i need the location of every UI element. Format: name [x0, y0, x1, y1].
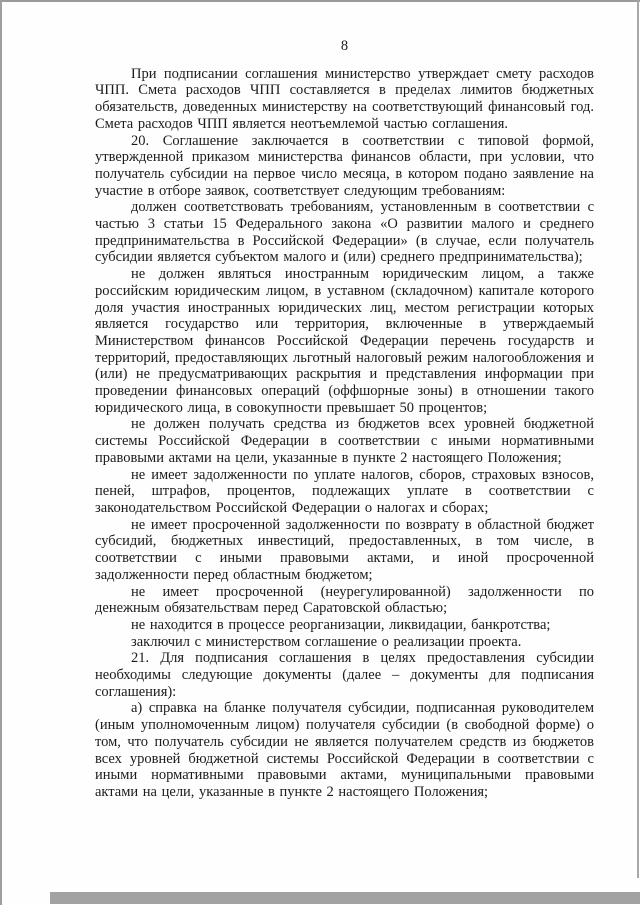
clause-21-intro: 21. Для подписания соглашения в целях предоставления субсидии необходимы следующие документы (далее – документы для подписания соглашения): [95, 650, 594, 700]
requirement-no-tax-debt: не имеет задолженности по уплате налогов, сборов, страховых взносов, пеней, штрафов, процентов, подлежащих уплате в соответствии с законодательством Российской Федерации о налогах и сборах; [95, 466, 594, 516]
paragraph-smeta-raskhodov: При подписании соглашения министерство утверждает смету расходов ЧПП. Смета расходов ЧПП составляется в пределах лимитов бюджетных обязательств, доведенных министерству на соответствующий финансовый год. Смета расходов ЧПП является неотъемлемой частью соглашения. [95, 65, 594, 132]
document-body [95, 38, 594, 801]
page-number: 8 [340, 38, 349, 54]
requirement-no-unsettled-debt: не имеет просроченной (неурегулированной) задолженности по денежным обязательствам перед Саратовской областью; [95, 583, 594, 617]
requirement-project-agreement: заключил с министерством соглашение о реализации проекта. [131, 633, 522, 650]
scan-border-left [0, 0, 2, 905]
requirement-no-liquidation: не находится в процессе реорганизации, ликвидации, банкротства; [131, 616, 551, 633]
document-item-a-spravka: а) справка на бланке получателя субсидии, подписанная руководителем (иным уполномоченным лицом) получателя субсидии (в свободной форме) о том, что получатель субсидии не является получателем средств из бюджетов всех уровней бюджетной системы Российской Федерации в соответствии с иными нормативными правовыми актами, муниципальными правовыми актами на цели, указанные в пункте 2 настоящего Положения; [95, 700, 594, 800]
requirement-no-other-budget-funds: не должен получать средства из бюджетов всех уровней бюджетной системы Российской Федерации в соответствии с иными нормативными правовыми актами на цели, указанные в пункте 2 настоящего Положения; [95, 416, 594, 466]
scan-border-right [637, 0, 639, 878]
requirement-no-overdue-return-debt: не имеет просроченной задолженности по возврату в областной бюджет субсидий, бюджетных инвестиций, предоставленных, в том числе, в соответствии с иными правовыми актами, и иной просроченной задолженности перед областным бюджетом; [95, 516, 594, 583]
requirement-federal-law: должен соответствовать требованиям, установленным в соответствии с частью 3 статьи 15 Федерального закона «О развитии малого и среднего предпринимательства в Российской Федерации» (в случае, если получатель субсидии является субъектом малого и (или) среднего предпринимательства); [95, 199, 594, 266]
scan-bottom-bar [50, 892, 640, 904]
requirement-foreign-entity: не должен являться иностранным юридическим лицом, а также российским юридическим лицом, в уставном (складочном) капитале которого доля участия иностранных юридических лиц, местом регистрации которых является государство или территория, включенные в утверждаемый Министерством финансов Российской Федерации перечень государств и территорий, предоставляющих льготный налоговый режим налогообложения и (или) не предусматривающих раскрытия и представления информации при проведении финансовых операций (оффшорные зоны) в отношении такого юридического лица, в совокупности превышает 50 процентов; [95, 266, 594, 416]
scan-border-top [0, 0, 640, 2]
clause-20-intro: 20. Соглашение заключается в соответствии с типовой формой, утвержденной приказом министерства финансов области, при условии, что получатель субсидии на первое число месяца, в котором подано заявление на участие в отборе заявок, соответствует следующим требованиям: [95, 132, 594, 199]
